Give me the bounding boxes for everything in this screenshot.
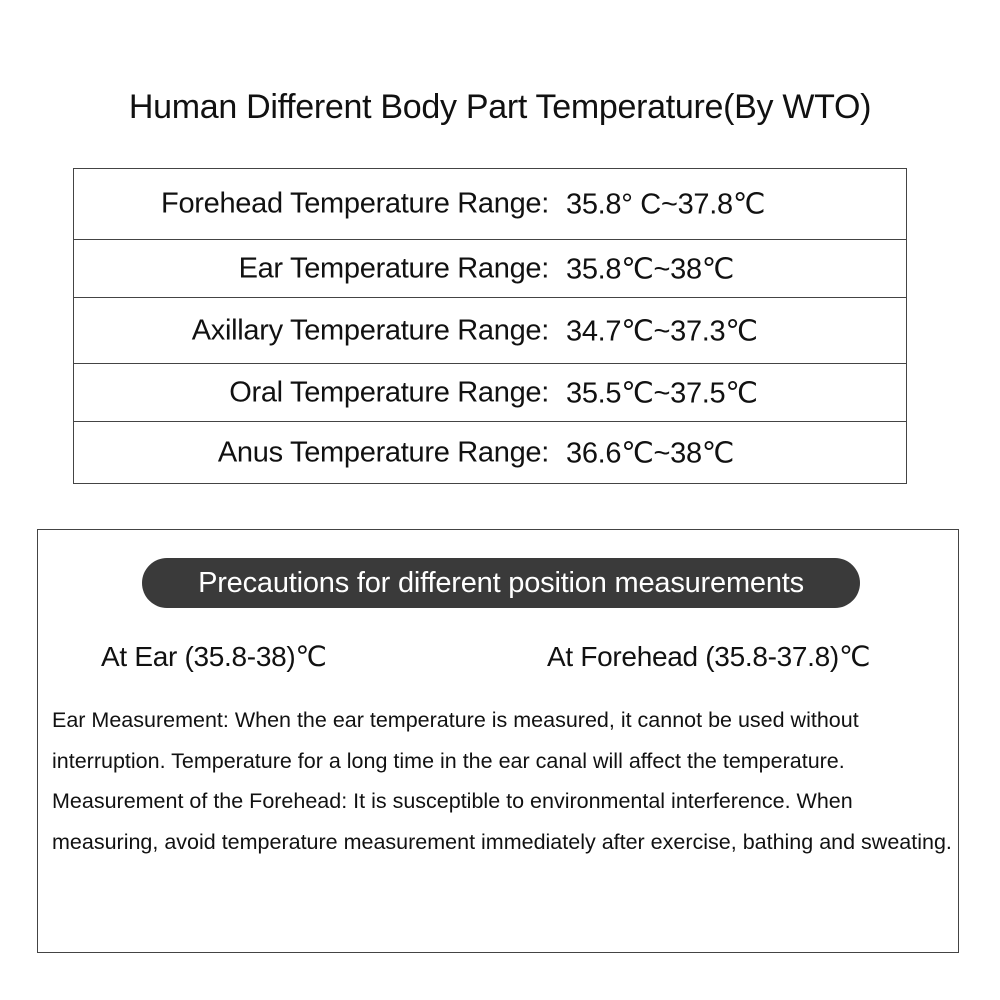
range-row-oral: [74, 364, 906, 422]
range-value: 36.6℃~38℃: [566, 437, 735, 469]
page-title: Human Different Body Part Temperature(By WTO): [128, 88, 872, 126]
range-label: Oral Temperature Range:: [229, 376, 549, 408]
precautions-panel: [37, 529, 959, 953]
range-value: 35.5℃~37.5℃: [566, 377, 758, 409]
range-label: Forehead Temperature Range:: [161, 187, 549, 220]
temperature-range-table: [73, 168, 907, 484]
range-row-axillary: [74, 298, 906, 364]
ear-measurement-note: Ear Measurement: When the ear temperature is measured, it cannot be used without interruption. Temperature for a long time in the ear canal will affect the temperature.: [52, 708, 859, 773]
range-value: 35.8℃~38℃: [566, 253, 735, 285]
precaution-notes: [52, 700, 952, 862]
ear-range-caption: At Ear (35.8-38)℃: [101, 641, 327, 672]
precautions-heading: Precautions for different position measurements: [142, 558, 860, 608]
range-row-ear: [74, 240, 906, 298]
range-label: Axillary Temperature Range:: [191, 314, 549, 346]
forehead-range-caption: At Forehead (35.8-37.8)℃: [547, 641, 871, 672]
range-row-forehead: [74, 169, 906, 240]
range-label: Ear Temperature Range:: [238, 252, 549, 284]
forehead-measurement-note: Measurement of the Forehead: It is susceptible to environmental interference. When measuring, avoid temperature measurement immediately after exercise, bathing and sweating.: [52, 789, 952, 854]
range-value: 34.7℃~37.3℃: [566, 315, 758, 347]
range-value: 35.8° C~37.8℃: [566, 188, 766, 221]
range-label: Anus Temperature Range:: [217, 436, 549, 468]
range-row-anus: [74, 422, 906, 483]
